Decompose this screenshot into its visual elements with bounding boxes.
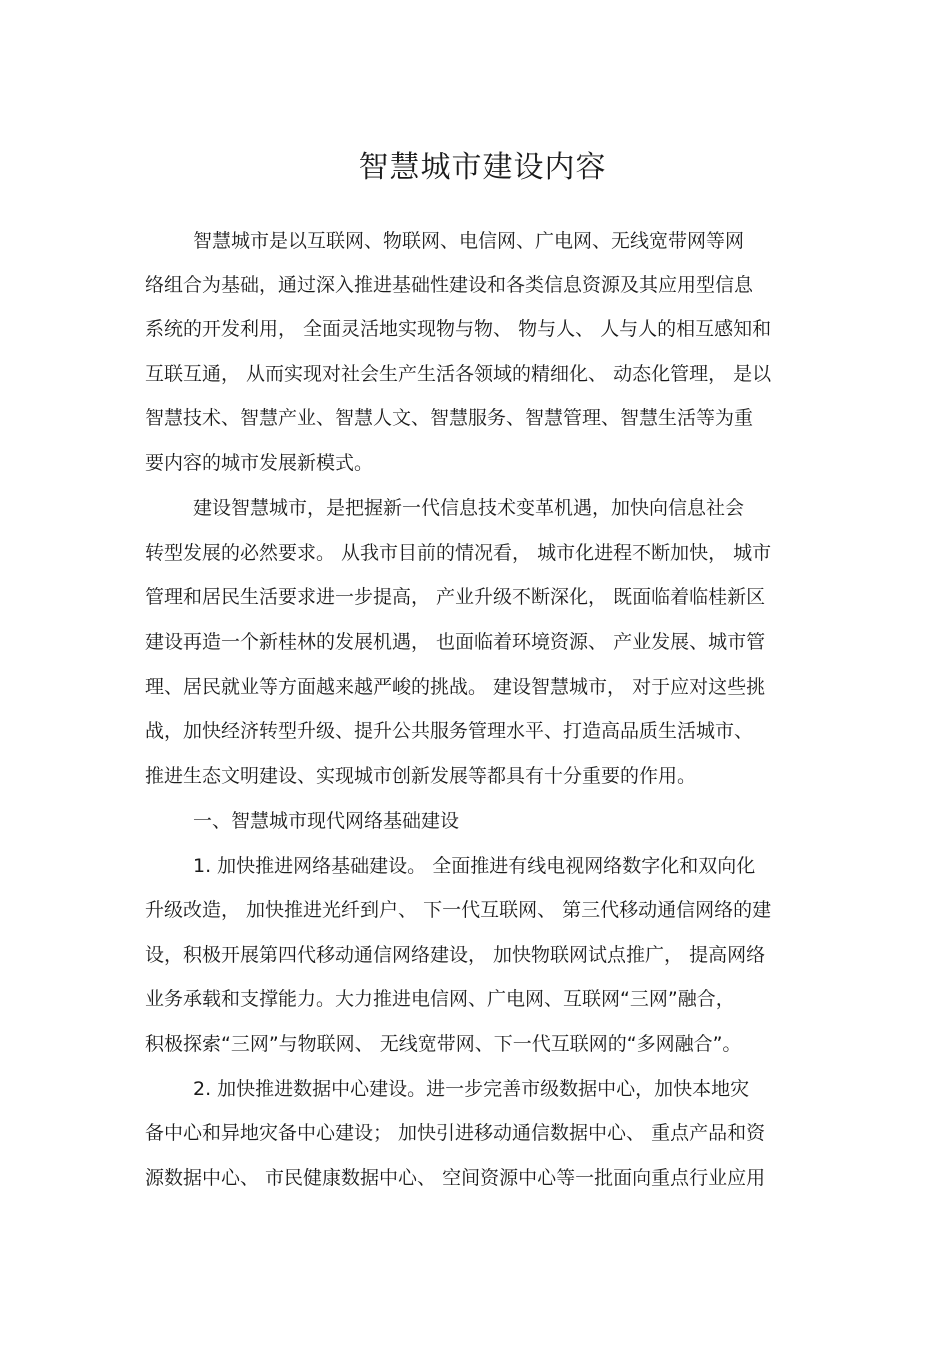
text-line: 2. 加快推进数据中心建设。进一步完善市级数据中心，加快本地灾 <box>193 1078 750 1100</box>
text-line: 智慧城市是以互联网、物联网、电信网、广电网、无线宽带网等网 <box>193 230 745 252</box>
text-line: 智慧技术、智慧产业、智慧人文、智慧服务、智慧管理、智慧生活等为重 <box>145 407 754 429</box>
section-heading: 一、智慧城市现代网络基础建设 <box>193 810 460 832</box>
text-line: 互联互通， 从而实现对社会生产生活各领域的精细化、 动态化管理， 是以 <box>145 363 772 385</box>
text-line: 转型发展的必然要求。 从我市目前的情况看， 城市化进程不断加快， 城市 <box>145 542 772 564</box>
text-line: 管理和居民生活要求进一步提高， 产业升级不断深化， 既面临着临桂新区 <box>145 586 766 608</box>
text-line: 积极探索“三网”与物联网、 无线宽带网、下一代互联网的“多网融合”。 <box>145 1033 742 1055</box>
text-line: 系统的开发利用， 全面灵活地实现物与物、 物与人、 人与人的相互感知和 <box>145 318 772 340</box>
text-line: 要内容的城市发展新模式。 <box>145 452 374 474</box>
text-line: 源数据中心、 市民健康数据中心、 空间资源中心等一批面向重点行业应用 <box>145 1167 766 1189</box>
text-line: 建设再造一个新桂林的发展机遇， 也面临着环境资源、 产业发展、城市管 <box>145 631 766 653</box>
text-line: 推进生态文明建设、实现城市创新发展等都具有十分重要的作用。 <box>145 765 697 787</box>
text-line: 升级改造， 加快推进光纤到户、 下一代互联网、 第三代移动通信网络的建 <box>145 899 772 921</box>
text-line: 设，积极开展第四代移动通信网络建设， 加快物联网试点推广， 提高网络 <box>145 944 766 966</box>
text-line: 业务承载和支撑能力。大力推进电信网、广电网、互联网“三网”融合， <box>145 988 735 1010</box>
text-line: 战，加快经济转型升级、提升公共服务管理水平、打造高品质生活城市、 <box>145 720 754 742</box>
text-line: 备中心和异地灾备中心建设； 加快引进移动通信数据中心、 重点产品和资 <box>145 1122 766 1144</box>
text-line: 建设智慧城市，是把握新一代信息技术变革机遇，加快向信息社会 <box>193 497 745 519</box>
text-line: 1. 加快推进网络基础建设。 全面推进有线电视网络数字化和双向化 <box>193 855 756 877</box>
page-title: 智慧城市建设内容 <box>358 150 607 185</box>
text-line: 理、居民就业等方面越来越严峻的挑战。 建设智慧城市， 对于应对这些挑 <box>145 676 766 698</box>
text-line: 络组合为基础，通过深入推进基础性建设和各类信息资源及其应用型信息 <box>145 274 754 296</box>
